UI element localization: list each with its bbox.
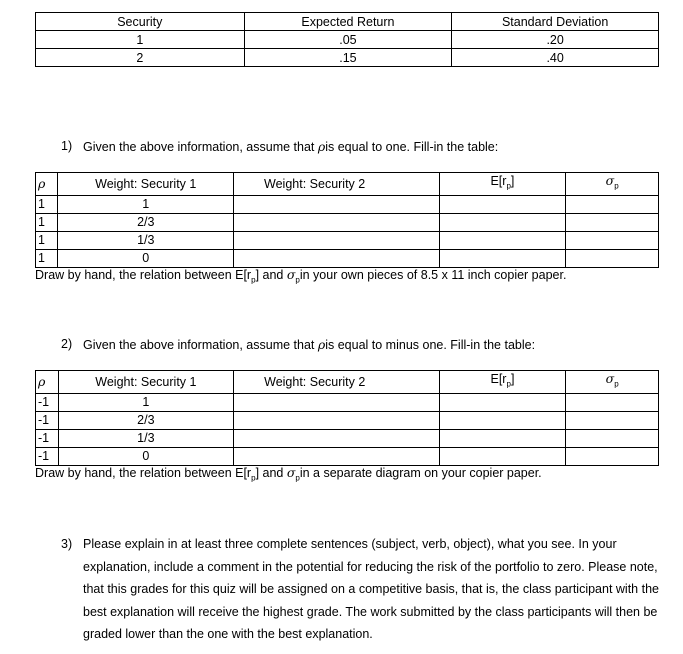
rho-value: 1 — [36, 231, 58, 249]
er-cell[interactable] — [439, 411, 566, 429]
securities-table — [35, 12, 659, 67]
question-3 — [61, 533, 661, 646]
sigma-cell[interactable] — [566, 447, 659, 465]
question-2-text-a: Given the above information, assume that — [83, 338, 318, 352]
er-cell[interactable] — [439, 447, 566, 465]
weight-2-cell[interactable] — [234, 195, 440, 213]
header-weight-security-1: Weight: Security 1 — [58, 371, 234, 394]
sigma-subscript: p — [614, 181, 619, 191]
header-expected-portfolio-return — [439, 173, 566, 196]
table-row — [36, 231, 659, 249]
header-rho: ρ — [36, 173, 58, 196]
weight-2-cell[interactable] — [234, 213, 440, 231]
er-close: ] — [510, 372, 515, 386]
header-portfolio-sigma — [566, 371, 659, 394]
security-id: 1 — [36, 31, 245, 49]
rho-value: 1 — [36, 195, 58, 213]
standard-deviation: .20 — [452, 31, 659, 49]
header-expected-return: Expected Return — [244, 13, 452, 31]
table-row — [36, 213, 659, 231]
note-2-sub: p — [251, 473, 256, 483]
weight-1-value: 1/3 — [58, 429, 234, 447]
header-weight-security-2: Weight: Security 2 — [234, 173, 440, 196]
er-label: E[r — [490, 372, 507, 386]
rho-symbol: ρ — [317, 139, 326, 154]
sigma-cell[interactable] — [566, 429, 659, 447]
table-row — [36, 447, 659, 465]
weight-2-cell[interactable] — [234, 447, 440, 465]
er-cell[interactable] — [439, 249, 566, 267]
weight-1-value: 0 — [58, 447, 234, 465]
table-row — [36, 429, 659, 447]
er-label: E[r — [490, 174, 507, 188]
question-1-text — [83, 139, 498, 154]
rho-value: -1 — [36, 429, 59, 447]
note-1-text-c: in your own pieces of 8.5 x 11 inch copier paper. — [299, 268, 567, 282]
question-2-number: 2) — [61, 337, 73, 351]
weight-2-cell[interactable] — [234, 393, 440, 411]
header-standard-deviation: Standard Deviation — [452, 13, 659, 31]
sigma-cell[interactable] — [566, 213, 659, 231]
weight-1-value: 2/3 — [58, 411, 234, 429]
header-rho: ρ — [36, 371, 59, 394]
table-row — [36, 411, 659, 429]
table-row — [36, 31, 659, 49]
note-1-sigma-sub: p — [295, 275, 300, 285]
sigma-symbol: σ — [605, 371, 615, 386]
note-2-text-b: ] and — [255, 466, 287, 480]
rho-value: 1 — [36, 249, 58, 267]
table-row — [36, 249, 659, 267]
table-header-row — [36, 173, 659, 196]
question-1-number: 1) — [61, 139, 73, 153]
sigma-cell[interactable] — [566, 411, 659, 429]
question-2-text — [83, 337, 535, 352]
table-rho-one — [35, 172, 659, 268]
table-rho-minus-one — [35, 370, 659, 466]
header-weight-security-2: Weight: Security 2 — [234, 371, 440, 394]
table-row — [36, 49, 659, 67]
note-1-text-a: Draw by hand, the relation between E[r — [35, 268, 252, 282]
question-2-text-b: is equal to minus one. Fill-in the table: — [325, 338, 536, 352]
sigma-cell[interactable] — [566, 393, 659, 411]
sigma-cell[interactable] — [566, 195, 659, 213]
note-2-text-a: Draw by hand, the relation between E[r — [35, 466, 252, 480]
weight-2-cell[interactable] — [234, 231, 440, 249]
note-2-text-c: in a separate diagram on your copier paper. — [299, 466, 542, 480]
table-row — [36, 393, 659, 411]
rho-symbol: ρ — [317, 337, 326, 352]
er-cell[interactable] — [439, 393, 566, 411]
weight-1-value: 1/3 — [58, 231, 234, 249]
er-cell[interactable] — [439, 231, 566, 249]
header-security: Security — [36, 13, 245, 31]
weight-2-cell[interactable] — [234, 429, 440, 447]
er-cell[interactable] — [439, 429, 566, 447]
note-2-sigma-sub: p — [295, 473, 300, 483]
note-1-text-b: ] and — [255, 268, 287, 282]
er-subscript: p — [506, 181, 511, 191]
sigma-subscript: p — [614, 379, 619, 389]
sigma-symbol: σ — [605, 173, 615, 188]
rho-value: -1 — [36, 447, 59, 465]
securities-header-row — [36, 13, 659, 31]
rho-value: -1 — [36, 411, 59, 429]
weight-1-value: 1 — [58, 195, 234, 213]
weight-1-value: 1 — [58, 393, 234, 411]
sigma-symbol: σ — [286, 465, 296, 480]
question-1-text-a: Given the above information, assume that — [83, 140, 318, 154]
question-1-text-b: is equal to one. Fill-in the table: — [325, 140, 499, 154]
header-weight-security-1: Weight: Security 1 — [58, 173, 234, 196]
table-row — [36, 195, 659, 213]
question-3-number: 3) — [61, 537, 73, 551]
weight-1-value: 2/3 — [58, 213, 234, 231]
header-portfolio-sigma — [566, 173, 659, 196]
question-3-text: Please explain in at least three complete sentences (subject, verb, object), what you see. In your explanation, include a comment in the potential for reducing the risk of the portfolio to zero. Please note, that this grades for this quiz will be assigned on a competitive basis, that is, the class participant with the best explanation will receive the highest grade. The work submitted by the class participants will then be graded lower than the one with the best explanation. — [83, 537, 659, 642]
draw-instruction-1 — [35, 267, 566, 285]
header-expected-portfolio-return — [439, 371, 566, 394]
expected-return: .05 — [244, 31, 452, 49]
rho-value: -1 — [36, 393, 59, 411]
er-cell[interactable] — [439, 213, 566, 231]
er-subscript: p — [506, 379, 511, 389]
rho-value: 1 — [36, 213, 58, 231]
er-cell[interactable] — [439, 195, 566, 213]
weight-1-value: 0 — [58, 249, 234, 267]
weight-2-cell[interactable] — [234, 249, 440, 267]
weight-2-cell[interactable] — [234, 411, 440, 429]
draw-instruction-2 — [35, 465, 542, 483]
sigma-symbol: σ — [286, 267, 296, 282]
note-1-sub: p — [251, 275, 256, 285]
expected-return: .15 — [244, 49, 452, 67]
sigma-cell[interactable] — [566, 249, 659, 267]
er-close: ] — [510, 174, 515, 188]
standard-deviation: .40 — [452, 49, 659, 67]
sigma-cell[interactable] — [566, 231, 659, 249]
table-header-row — [36, 371, 659, 394]
security-id: 2 — [36, 49, 245, 67]
